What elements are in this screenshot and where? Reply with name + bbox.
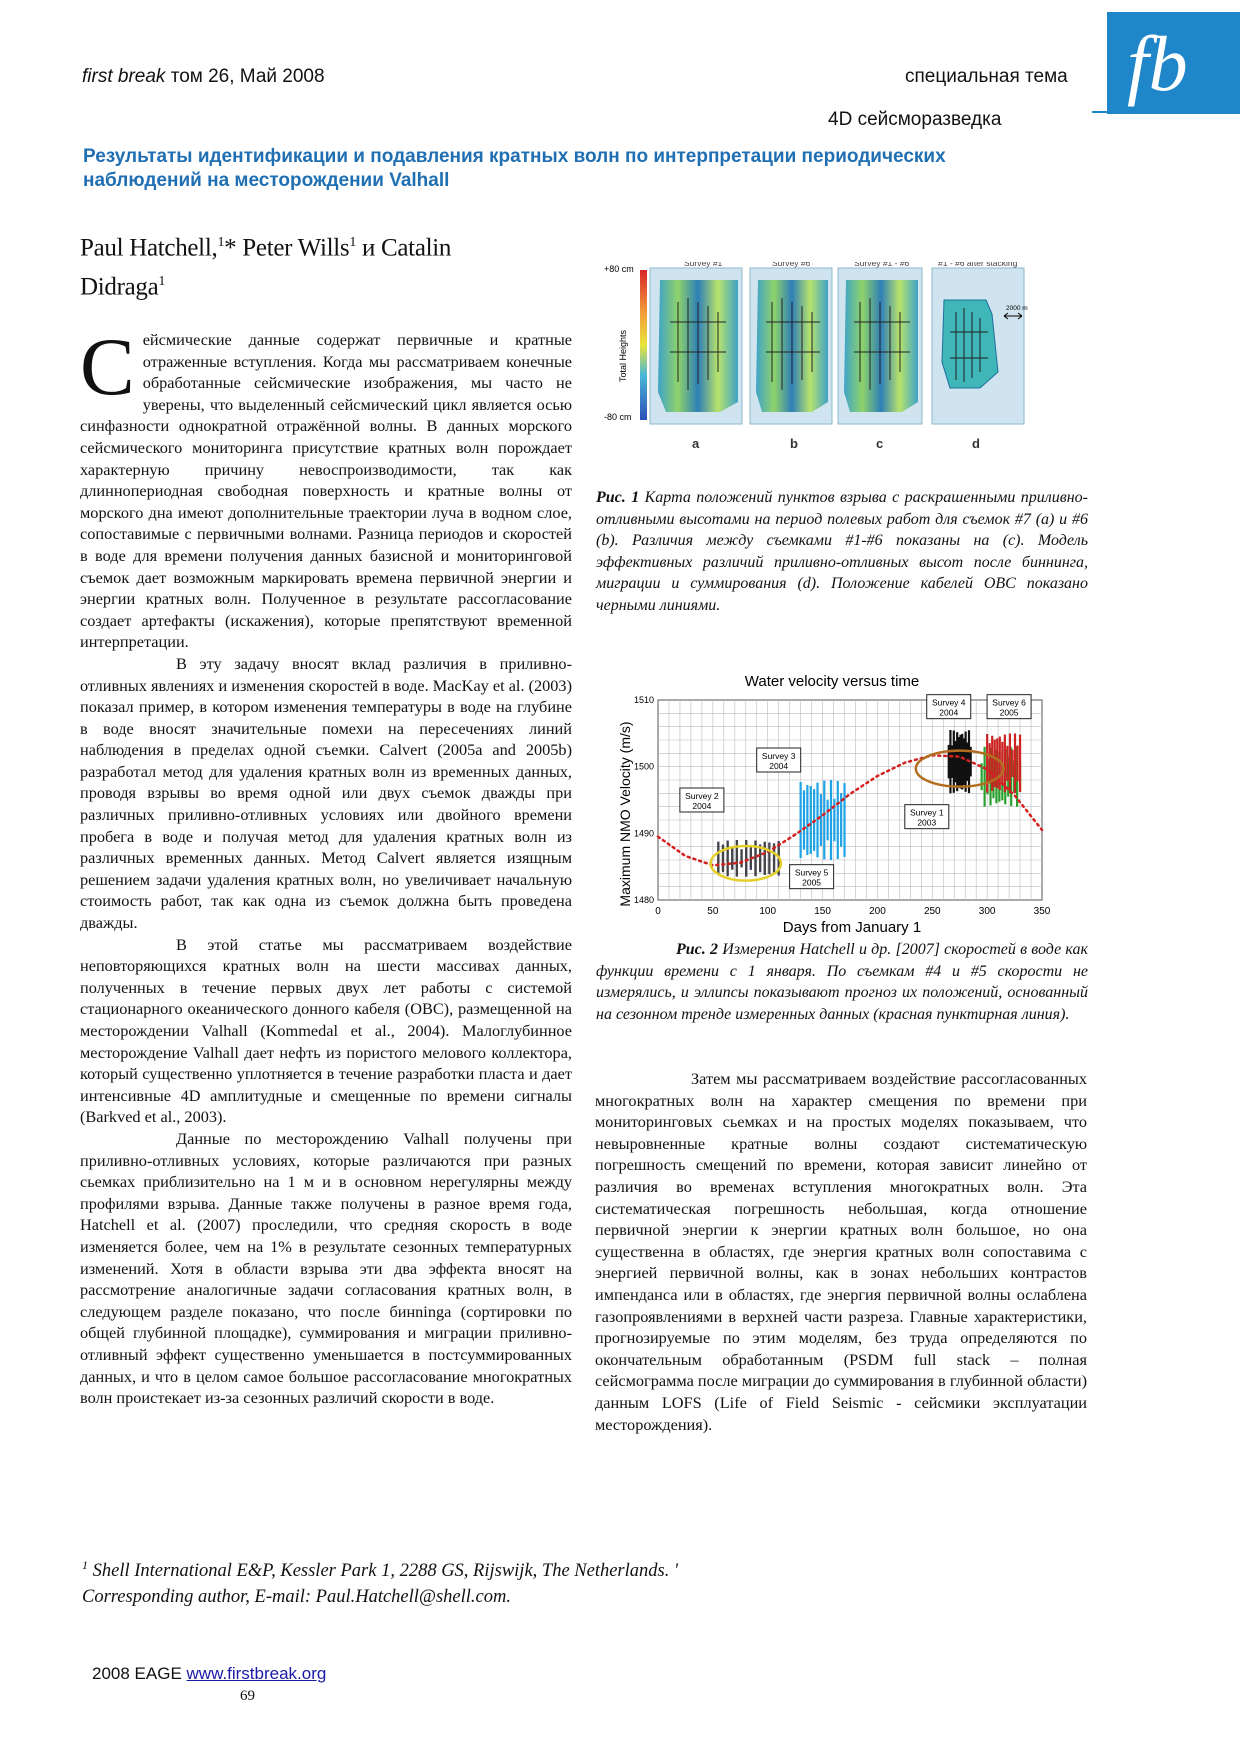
journal-issue: том 26, Май 2008 <box>165 66 325 87</box>
survey-label-name: Survey 3 <box>761 751 796 761</box>
fig1-survey-label-b: Survey #6 <box>772 262 811 268</box>
survey-label-year: 2005 <box>999 707 1019 718</box>
fig1-letter-d: d <box>972 436 980 451</box>
survey-label-name: Survey 2 <box>685 791 719 801</box>
chart-xtick-label: 0 <box>655 906 661 917</box>
survey-label-name: Survey 4 <box>931 697 966 708</box>
fig1-ytop: +80 cm <box>604 264 634 274</box>
fig1-scale-label: 2000 m <box>1006 305 1028 312</box>
footnote <box>82 1552 1082 1610</box>
author-3: Didraga <box>80 273 159 301</box>
fig1-color-scale <box>640 270 647 420</box>
footer-copyright: 2008 EAGE <box>92 1664 187 1683</box>
footnote-mark: 1 <box>82 1558 88 1572</box>
survey-label-year: 2004 <box>692 801 712 811</box>
figure-1-caption-text: Карта положений пунктов взрыва с раскрашенными приливно-отливными высотами на период полевых работ для съемок #7 (a) и #6 (b). Различия между съемками #1-#6 показаны на (c). Модель эффективных различий приливно-отливных высот после биннинга, миграции и суммирования (d). Положение кабелей OBC показано черными линиями. <box>596 489 1088 614</box>
paragraph-3: В этой статье мы рассматриваем воздействие неповторяющихся кратных волн на шести массивах данных, полученных в течение первых двух лет работы с системой стационарного океанического донного кабеля (OBC), размещенной на месторождении Valhall (Kommedal et al., 2004). Малоглубинное месторождение Valhall дает нефть из пористого мелового коллектора, который существенно уплотняется в течение разработки пласта и дает интенсивные 4D амплитудные и смещенные по времени сигналы (Barkved et al., 2003). <box>80 934 572 1127</box>
special-topic-label: специальная тема <box>905 66 1068 87</box>
fig1-survey-label-a: Survey #1 <box>684 262 723 268</box>
figure-1 <box>600 262 1070 454</box>
topic-label: 4D сейсморазведка <box>828 109 1002 130</box>
chart-ytick-label: 1480 <box>633 895 654 905</box>
figure-2-caption <box>596 939 1088 1025</box>
survey-label-year: 2004 <box>769 761 789 771</box>
chart-xtick-label: 250 <box>923 906 941 917</box>
chart-title: Water velocity versus time <box>744 673 920 690</box>
author-1: Paul Hatchell, <box>80 234 218 262</box>
figure-2 <box>612 668 1052 938</box>
survey-label-name: Survey 5 <box>794 867 829 878</box>
footer <box>92 1664 326 1684</box>
paragraph-2: В эту задачу вносят вклад различия в приливно-отливных явлениях и изменения скоростей в воде. MacKay et al. (2003) показал пример, в котором изменения температуры в воде на глубине в воде вносят значительные помехи на пересечениях линий наблюдения в пределах одной съемки. Calvert (2005a and 2005b) разработал метод для удаления кратных волн из временных данных, проводя взрывы во время одной или двух съемок дважды при различных приливно-отливных условиях или двойного времени пробега в воде и получая метод для удаления кратных волн из различных временных данных. Метод Calvert является изящным решением задачи удаления кратных волн, но увеличивает начальную стоимость работ, так как одна из съемок должна быть проведена дважды. <box>80 653 572 933</box>
chart-ytick-label: 1510 <box>633 695 654 705</box>
drop-cap: С <box>80 321 135 412</box>
chart-xtick-label: 50 <box>707 906 719 917</box>
fb-logo <box>1107 12 1240 114</box>
footnote-contact: Corresponding author, E-mail: Paul.Hatchell@shell.com. <box>82 1587 511 1608</box>
paragraph-1-text: ейсмические данные содержат первичные и кратные отраженные вступления. Когда мы рассматриваем конечные обработанные сейсмические изображения, мы часто не уверены, что выделенный сейсмический цикл является осью синфазности однократной отражённой волны. В данных морского сейсмического мониторинга присутствие кратных волн порождает характерную причину невоспроизводимости, так как длиннопериодная свободная поверхность и кратные волны от морского дна имеют дополнительные траектории луча в водном слое, сопоставимые с первичными волнами. Разница периодов и скоростей в воде для времени получения данных базисной и мониторинговой съемок дает возможным маркировать времена первичной энергии и энергии кратных волн. Полученное в результате рассогласование создает артефакты (искажения), которые препятствуют временной интерпретации. <box>80 330 572 652</box>
affiliation-mark: 1 <box>349 235 357 250</box>
survey-label <box>680 788 724 812</box>
chart-ytick-label: 1490 <box>633 828 654 839</box>
survey-label-year: 2005 <box>802 877 822 888</box>
figure-2-label: Рис. 2 <box>676 941 718 958</box>
author-and: и Catalin <box>356 234 452 262</box>
survey-label <box>757 748 801 772</box>
journal-header <box>82 66 325 88</box>
water-velocity-chart <box>612 668 1052 938</box>
authors <box>80 226 550 305</box>
fig1-survey-labels <box>684 262 1018 268</box>
fig1-panel-c-map <box>844 280 918 412</box>
paragraph-1 <box>80 321 572 653</box>
right-column <box>595 1068 1087 1435</box>
survey-label <box>927 695 971 719</box>
survey-label-name: Survey 1 <box>910 807 944 818</box>
chart-xtick-label: 100 <box>759 906 777 917</box>
fig1-panel-d-map <box>942 300 998 388</box>
chart-xtick-label: 150 <box>814 906 831 917</box>
article-title: Результаты идентификации и подавления кратных волн по интерпретации периодических наблюдений на месторождении Valhall <box>83 146 946 191</box>
chart-ylabel: Maximum NMO Velocity (m/s) <box>617 721 633 907</box>
chart-ytick-label: 1500 <box>633 761 654 772</box>
right-paragraph-1: Затем мы рассматриваем воздействие рассогласованных многократных волн на характер смещения по времени при мониторинговых сьемках и на простых моделях показываем, что невыровненные кратные волны создают систематическую погрешность смещений по времени, которая зависит линейно от различия во временах вступления многократных волн. Эта систематическая погрешность небольшая, когда отношение первичной энергии к энергии кратных волн большое, но она существенна в областях, где энергия кратных волн сопоставима с энергией первичной волны, как в зонах небольших контрастов импенданса или в областях, где энергия первичной волны ослаблена газопроявлениями в верхней части разреза. Главные характеристики, прогнозируемые по этим моделям, без труда определяются по окончательным обработанным (PSDM full stack – полная сейсмограмма после миграции до суммирования в глубинной области) данным LOFS (Life of Field Seismic - сейсмики эксплуатации месторождения). <box>595 1069 1087 1434</box>
figure-1-label: Рис. 1 <box>596 489 640 506</box>
survey-label <box>987 695 1031 719</box>
survey-label <box>790 865 834 889</box>
survey-label-year: 2004 <box>939 707 959 718</box>
affiliation-mark: 1 <box>217 235 225 250</box>
left-column <box>80 321 572 1409</box>
author-2: * Peter Wills <box>224 234 350 262</box>
fig1-survey-label-c: Survey #1 - #6 <box>854 262 910 268</box>
chart-xtick-label: 300 <box>978 906 996 917</box>
fig1-letter-b: b <box>790 436 798 451</box>
figure-1-map <box>600 262 1070 454</box>
fig1-yaxis: Total Heights <box>618 329 628 382</box>
fig1-ybottom: -80 cm <box>604 412 632 422</box>
figure-2-caption-text: Измерения Hatchell и др. [2007] скоростей в воде как функции времени с 1 января. По съемкам #4 и #5 скорости не измерялись, и эллипсы показывают прогноз их положений, основанный на сезонном тренде измеренных данных (красная пунктирная линия). <box>596 941 1088 1023</box>
page-number: 69 <box>240 1688 255 1704</box>
figure-1-caption <box>596 487 1088 617</box>
fig1-letter-c: c <box>876 436 884 451</box>
fb-logo-text: fb <box>1127 20 1188 107</box>
fb-logo-mark <box>1107 12 1240 114</box>
affiliation-mark: 1 <box>158 274 166 290</box>
footer-link[interactable]: www.firstbreak.org <box>186 1664 327 1683</box>
journal-name: first break <box>82 66 166 87</box>
chart-xtick-label: 200 <box>869 906 886 917</box>
survey-label-year: 2003 <box>917 817 937 828</box>
survey-label <box>905 805 949 829</box>
chart-xtick-label: 350 <box>1033 906 1051 917</box>
header-rule <box>1092 111 1240 113</box>
paragraph-4: Данные по месторождению Valhall получены при приливно-отливных условиях, которые различаются при разных сьемках приблизительно на 1 м и в основном нерегулярны между профилями взрыва. Данные также получены в разное время года, Hatchell et al. (2007) проследили, что средняя скорость в воде изменяется более, чем на 1% в результате сезонных температурных изменений. Хотя в области взрыва эти два эффекта вносят на рассмотрение аналогичные задачи согласования кратных волн, в следующем разделе показано, что после бинninga (сортировки по общей глубинной площадке), суммирования и миграции приливно-отливный эффект существенно уменьшается в постсуммированных данных, и что в целом самое большое рассогласование многократных волн проистекает из-за сезонных различий скорости в воде. <box>80 1128 572 1408</box>
fig1-letter-a: a <box>692 436 700 451</box>
footnote-affiliation: Shell International E&P, Kessler Park 1, 2288 GS, Rijswijk, The Netherlands. ' <box>88 1561 678 1582</box>
fig1-panel-letters <box>692 436 980 451</box>
fig1-survey-label-d: #1 - #6 after stacking <box>938 262 1018 268</box>
survey-label-name: Survey 6 <box>992 697 1026 708</box>
chart-xlabel: Days from January 1 <box>782 919 922 936</box>
